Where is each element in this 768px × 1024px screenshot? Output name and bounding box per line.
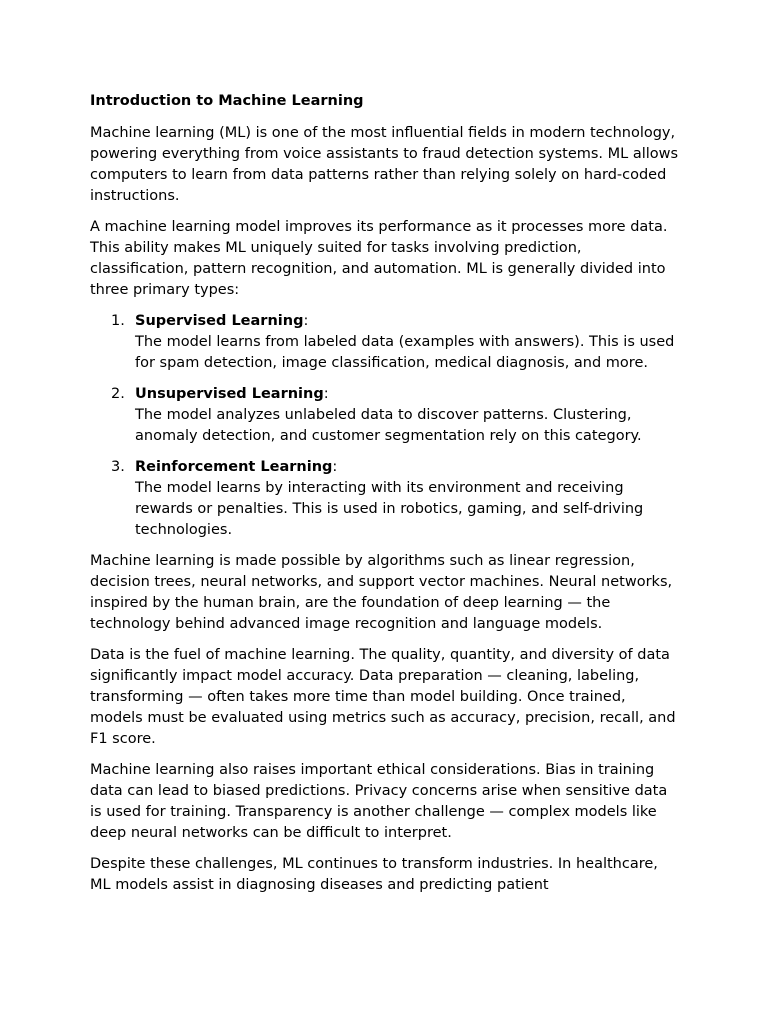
intro-paragraph-1: Machine learning (ML) is one of the most influential fields in modern technology, powering everything from voice assistants to fraud detection systems. ML allows computers to learn from data patterns rather than relying solely on hard-coded instructions.: [90, 125, 679, 204]
type-colon: :: [323, 386, 329, 402]
intro-paragraph-2: A machine learning model improves its performance as it processes more data. This ability makes ML uniquely suited for tasks involving prediction, classification, pattern recognition, and automation. ML is generally divided into three primary types:: [90, 219, 668, 298]
type-name-supervised: Supervised Learning: [135, 313, 304, 329]
type-name-unsupervised: Unsupervised Learning: [135, 386, 324, 402]
body-paragraph-data: Data is the fuel of machine learning. The quality, quantity, and diversity of data significantly impact model accuracy. Data preparation — cleaning, labeling, transforming — often takes more time than model building. Once trained, models must be evaluated using metrics such as accuracy, precision, recall, and F1 score.: [90, 647, 676, 747]
list-item-reinforcement: [111, 457, 682, 541]
body-paragraph-industries: Despite these challenges, ML continues to transform industries. In healthcare, ML models assist in diagnosing diseases and predicting patient: [90, 856, 658, 893]
type-name-reinforcement: Reinforcement Learning: [135, 459, 333, 475]
document-title: Introduction to Machine Learning: [90, 93, 364, 109]
ml-types-list: [90, 311, 682, 541]
list-number: 1.: [111, 313, 125, 329]
type-colon: :: [303, 313, 309, 329]
list-number: 2.: [111, 386, 125, 402]
body-paragraph-ethics: Machine learning also raises important ethical considerations. Bias in training data can lead to biased predictions. Privacy concerns arise when sensitive data is used for training. Transparency is another challenge — complex models like deep neural networks can be difficult to interpret.: [90, 762, 668, 841]
list-item-unsupervised: [111, 384, 682, 447]
list-number: 3.: [111, 459, 125, 475]
type-description-reinforcement: The model learns by interacting with its environment and receiving rewards or penalties. This is used in robotics, gaming, and self-driving technologies.: [135, 480, 644, 538]
document-page: [90, 91, 682, 906]
type-description-supervised: The model learns from labeled data (examples with answers). This is used for spam detection, image classification, medical diagnosis, and more.: [135, 334, 675, 371]
type-description-unsupervised: The model analyzes unlabeled data to discover patterns. Clustering, anomaly detection, and customer segmentation rely on this category.: [135, 407, 642, 444]
body-paragraph-algorithms: Machine learning is made possible by algorithms such as linear regression, decision trees, neural networks, and support vector machines. Neural networks, inspired by the human brain, are the foundation of deep learning — the technology behind advanced image recognition and language models.: [90, 553, 673, 632]
list-item-supervised: [111, 311, 682, 374]
type-colon: :: [332, 459, 338, 475]
